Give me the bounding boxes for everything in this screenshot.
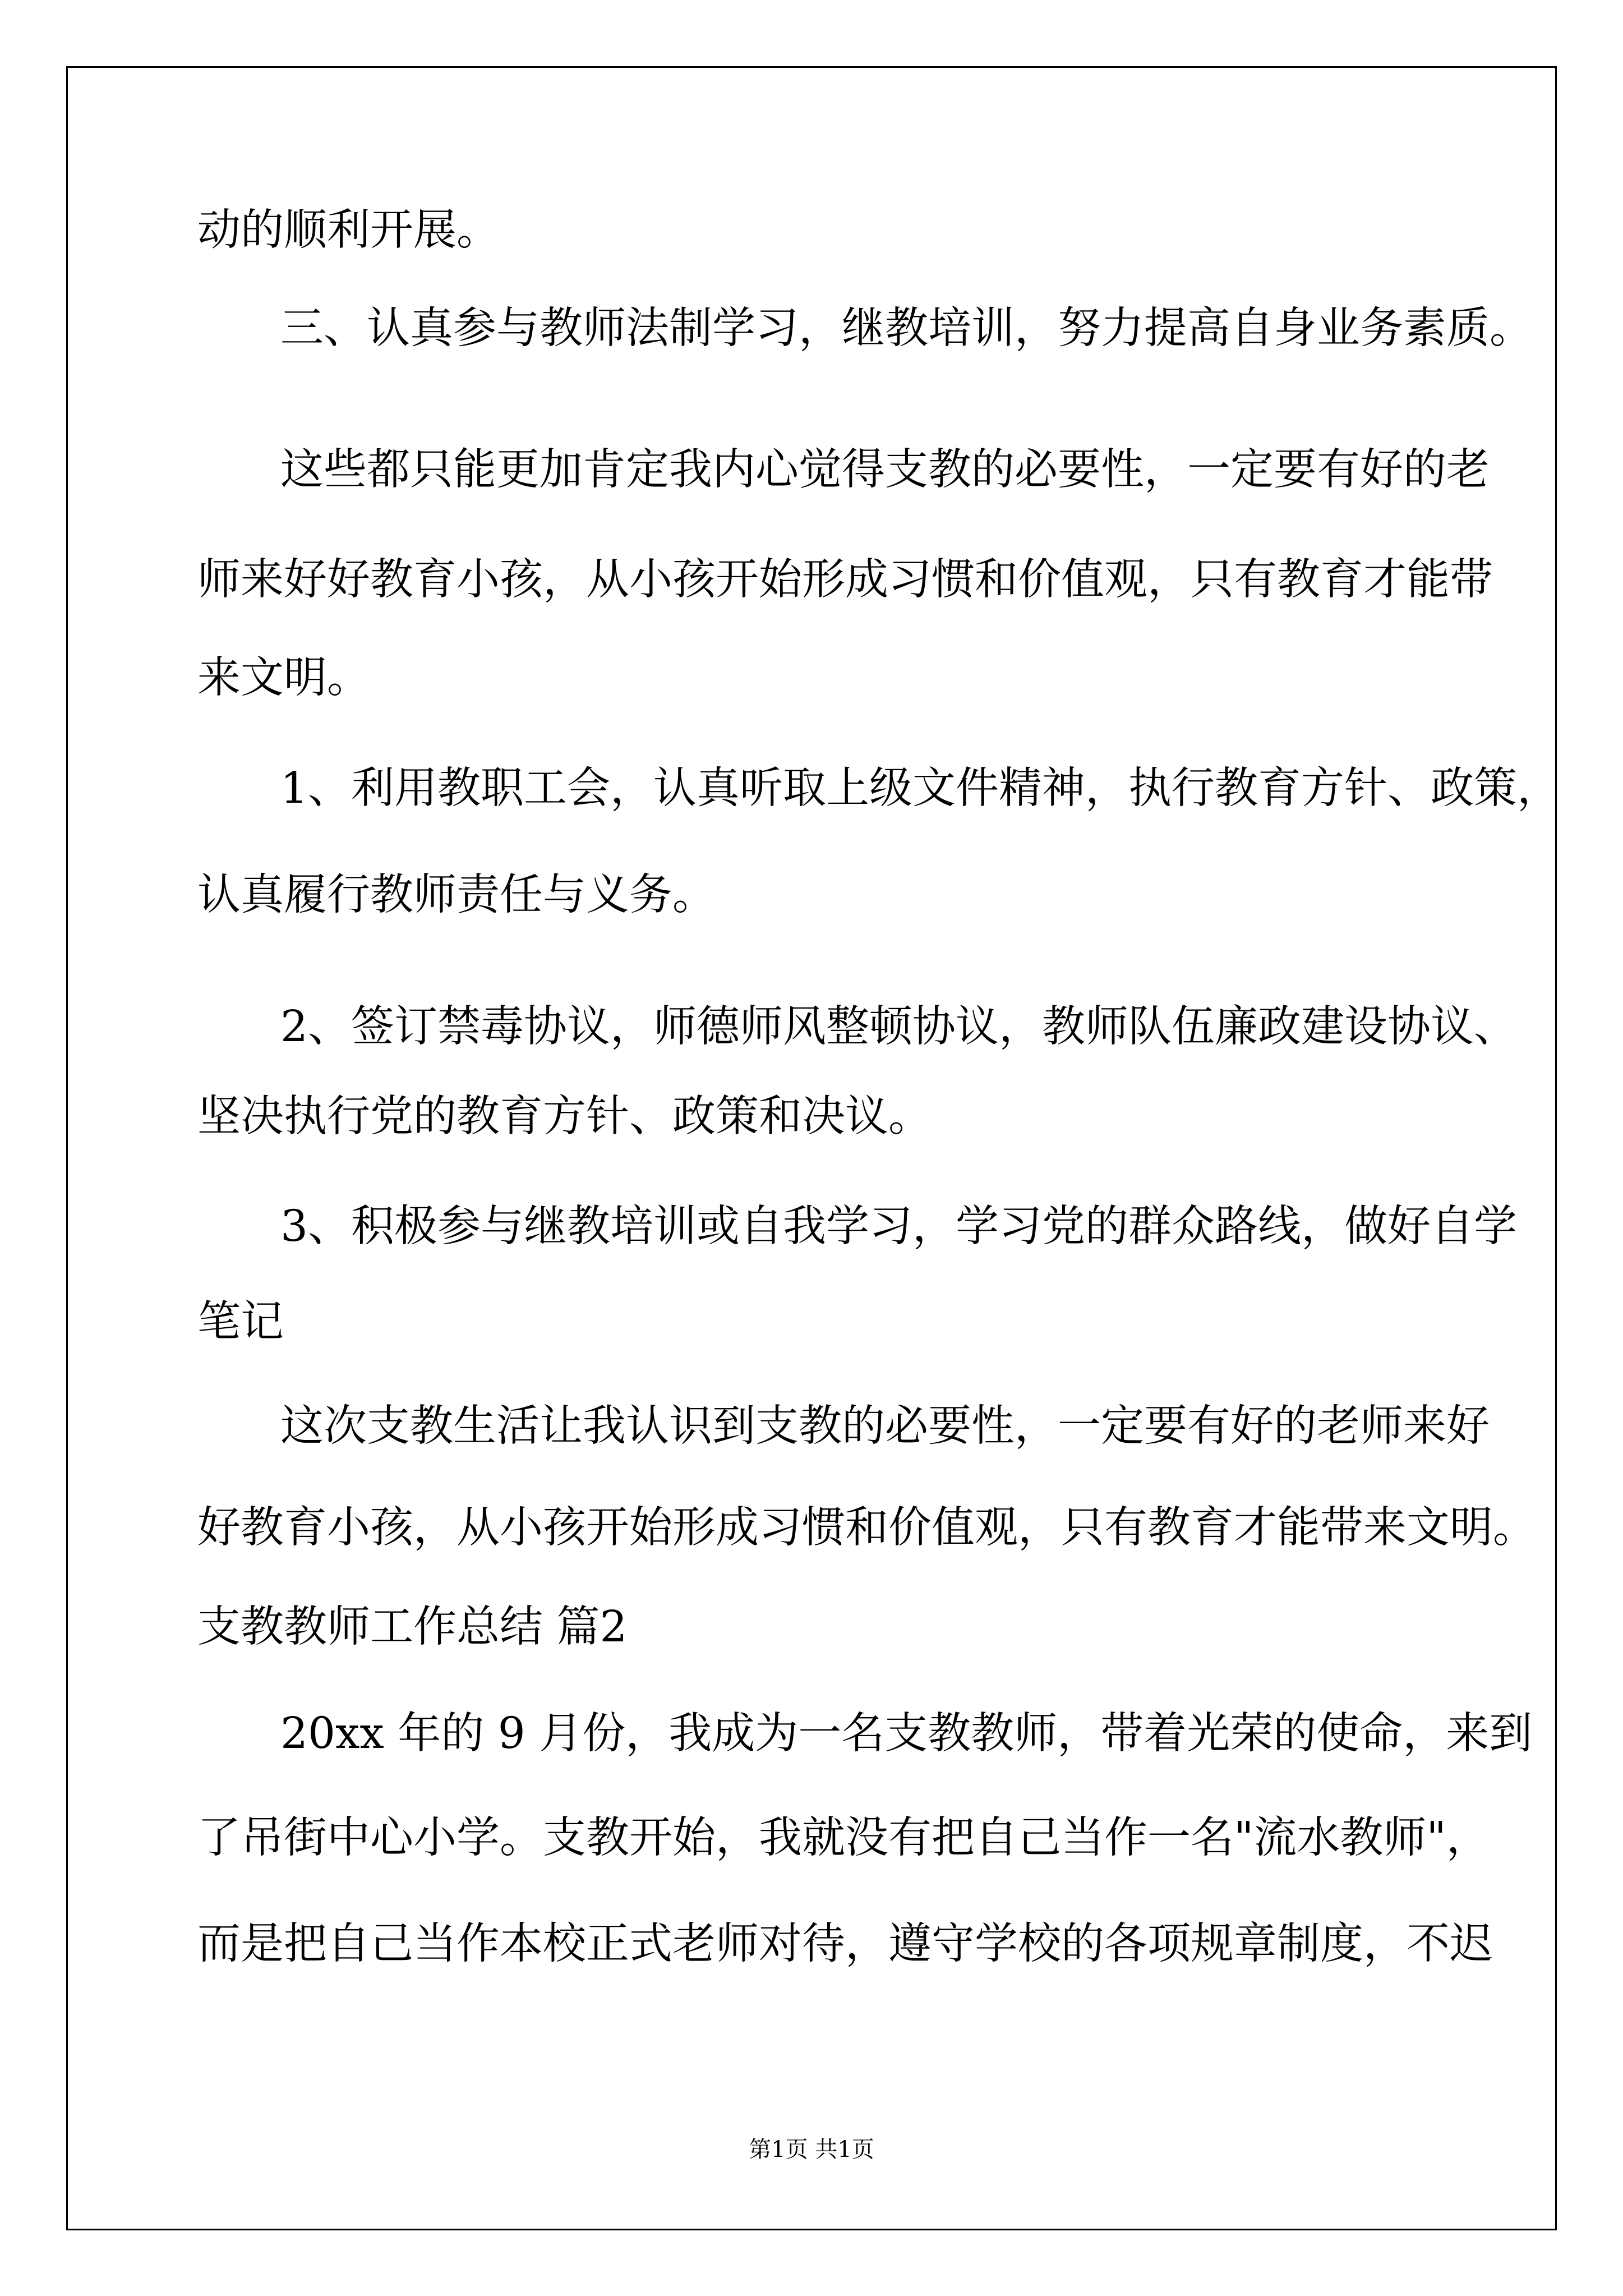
- text-line: 这次支教生活让我认识到支教的必要性，一定要有好的老师来好: [280, 1401, 1490, 1451]
- text-line: 20xx 年的 9 月份，我成为一名支教教师，带着光荣的使命，来到: [280, 1709, 1533, 1759]
- text-line: 而是把自己当作本校正式老师对待，遵守学校的各项规章制度，不迟: [197, 1919, 1493, 1969]
- text-line: 笔记: [197, 1297, 284, 1347]
- article-heading: 支教教师工作总结 篇2: [197, 1602, 628, 1652]
- text-line: 这些都只能更加肯定我内心觉得支教的必要性，一定要有好的老: [280, 445, 1490, 495]
- list-item: 2、签订禁毒协议，师德师风整顿协议，教师队伍廉政建设协议、: [280, 1002, 1517, 1052]
- text-line: 坚决执行党的教育方针、政策和决议。: [197, 1092, 932, 1142]
- text-line: 师来好好教育小孩，从小孩开始形成习惯和价值观，只有教育才能带: [197, 555, 1493, 605]
- list-item: 1、利用教职工会，认真听取上级文件精神，执行教育方针、政策，: [280, 763, 1560, 813]
- list-item: 3、积极参与继教培训或自我学习，学习党的群众路线，做好自学: [280, 1202, 1517, 1251]
- page-border: [66, 66, 1557, 2230]
- page-number-footer: 第1页 共1页: [749, 2137, 874, 2162]
- text-line: 好教育小孩，从小孩开始形成习惯和价值观，只有教育才能带来文明。: [197, 1503, 1536, 1553]
- text-line: 了吊街中心小学。支教开始，我就没有把自己当作一名"流水教师"，: [197, 1813, 1490, 1863]
- text-line: 来文明。: [197, 653, 370, 703]
- section-heading: 三、认真参与教师法制学习，继教培训，努力提高自身业务素质。: [280, 303, 1533, 353]
- text-line: 认真履行教师责任与义务。: [197, 870, 716, 920]
- text-line: 动的顺利开展。: [197, 205, 500, 255]
